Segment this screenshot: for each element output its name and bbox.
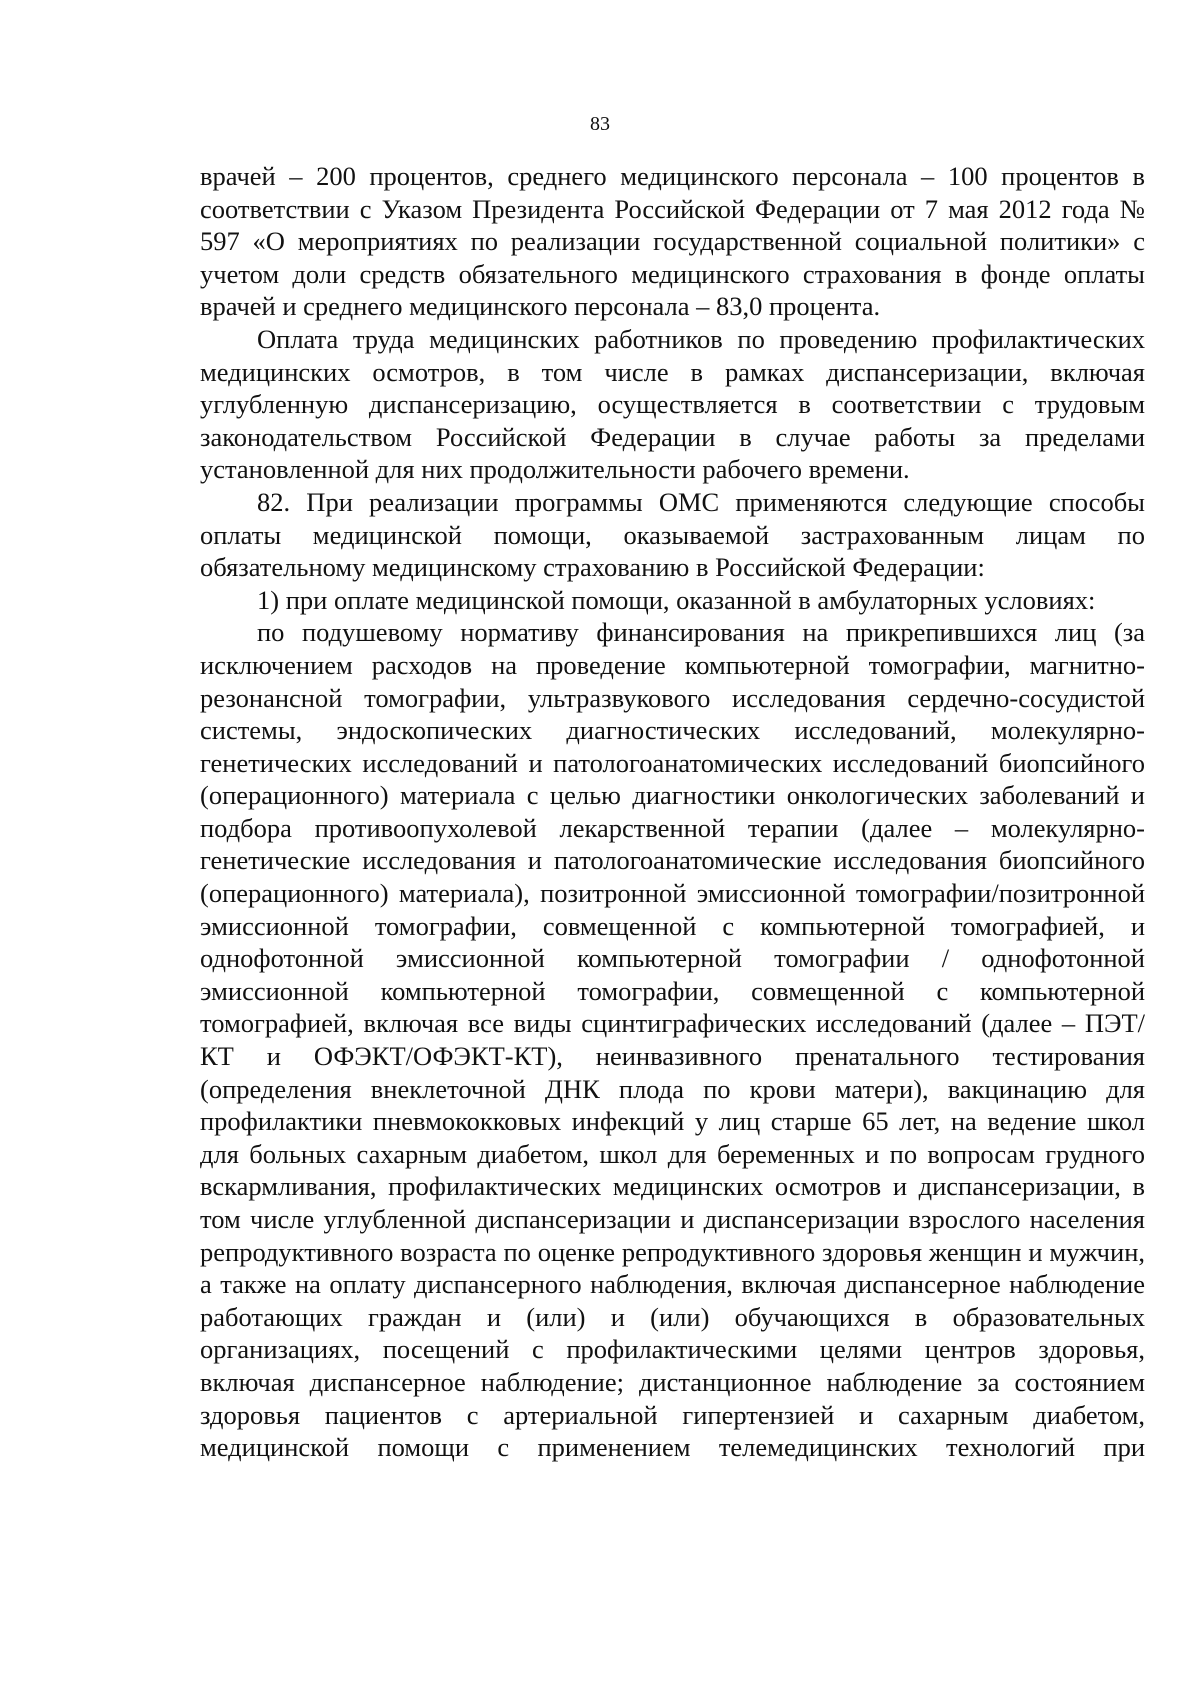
paragraph-82-payment-methods: 82. При реализации программы ОМС применяются следующие способы оплаты медицинской помощи, оказываемой застрахованным лицам по обязательному медицинскому страхованию в Российской Федерации: bbox=[200, 486, 1145, 583]
paragraph-continuation: врачей – 200 процентов, среднего медицинского персонала – 100 процентов в соответствии с Указом Президента Российской Федерации от 7 мая 2012 года № 597 «О мероприятиях по реализации государственной социальной политики» с учетом доли средств обязательного медицинского страхования в фонде оплаты врачей и среднего медицинского персонала – 83,0 процента. bbox=[200, 161, 1145, 322]
paragraph-per-capita-norm: по подушевому нормативу финансирования на прикрепившихся лиц (за исключением расходов на проведение компьютерной томографии, магнитно-резонансной томографии, ультразвукового исследования сердечно-сосудистой системы, эндоскопических диагностических исследований, молекулярно-генетических исследований и патологоанатомических исследований биопсийного (операционного) материала с целью диагностики онкологических заболеваний и подбора противоопухолевой лекарственной терапии (далее – молекулярно-генетические исследования и патологоанатомические исследования биопсийного (операционного) материала), позитронной эмиссионной томографии/позитронной эмиссионной томографии, совмещенной с компьютерной томографией, и однофотонной эмиссионной компьютерной томографии / однофотонной эмиссионной компьютерной томографии, совмещенной с компьютерной томографией, включая все виды сцинтиграфических исследований (далее – ПЭТ/КТ и ОФЭКТ/ОФЭКТ-КТ), неинвазивного пренатального тестирования (определения внеклеточной ДНК плода по крови матери), вакцинацию для профилактики пневмококковых инфекций у лиц старше 65 лет, на ведение школ для больных сахарным диабетом, школ для беременных и по вопросам грудного вскармливания, профилактических медицинских осмотров и диспансеризации, в том числе углубленной диспансеризации и диспансеризации взрослого населения репродуктивного возраста по оценке репродуктивного здоровья женщин и мужчин, а также на оплату диспансерного наблюдения, включая диспансерное наблюдение работающих граждан и (или) и (или) обучающихся в образовательных организациях, посещений с профилактическими целями центров здоровья, включая диспансерное наблюдение; дистанционное наблюдение за состоянием здоровья пациентов с артериальной гипертензией и сахарным диабетом, медицинской помощи с применением телемедицинских технологий при bbox=[200, 617, 1145, 1463]
paragraph-remuneration: Оплата труда медицинских работников по проведению профилактических медицинских осмотров, в том числе в рамках диспансеризации, включая углубленную диспансеризацию, осуществляется в соответствии с трудовым законодательством Российской Федерации в случае работы за пределами установленной для них продолжительности рабочего времени. bbox=[200, 323, 1145, 485]
page-number: 83 bbox=[590, 113, 610, 135]
document-body bbox=[200, 160, 1145, 1464]
paragraph-item-1-outpatient: 1) при оплате медицинской помощи, оказанной в амбулаторных условиях: bbox=[257, 584, 1096, 615]
